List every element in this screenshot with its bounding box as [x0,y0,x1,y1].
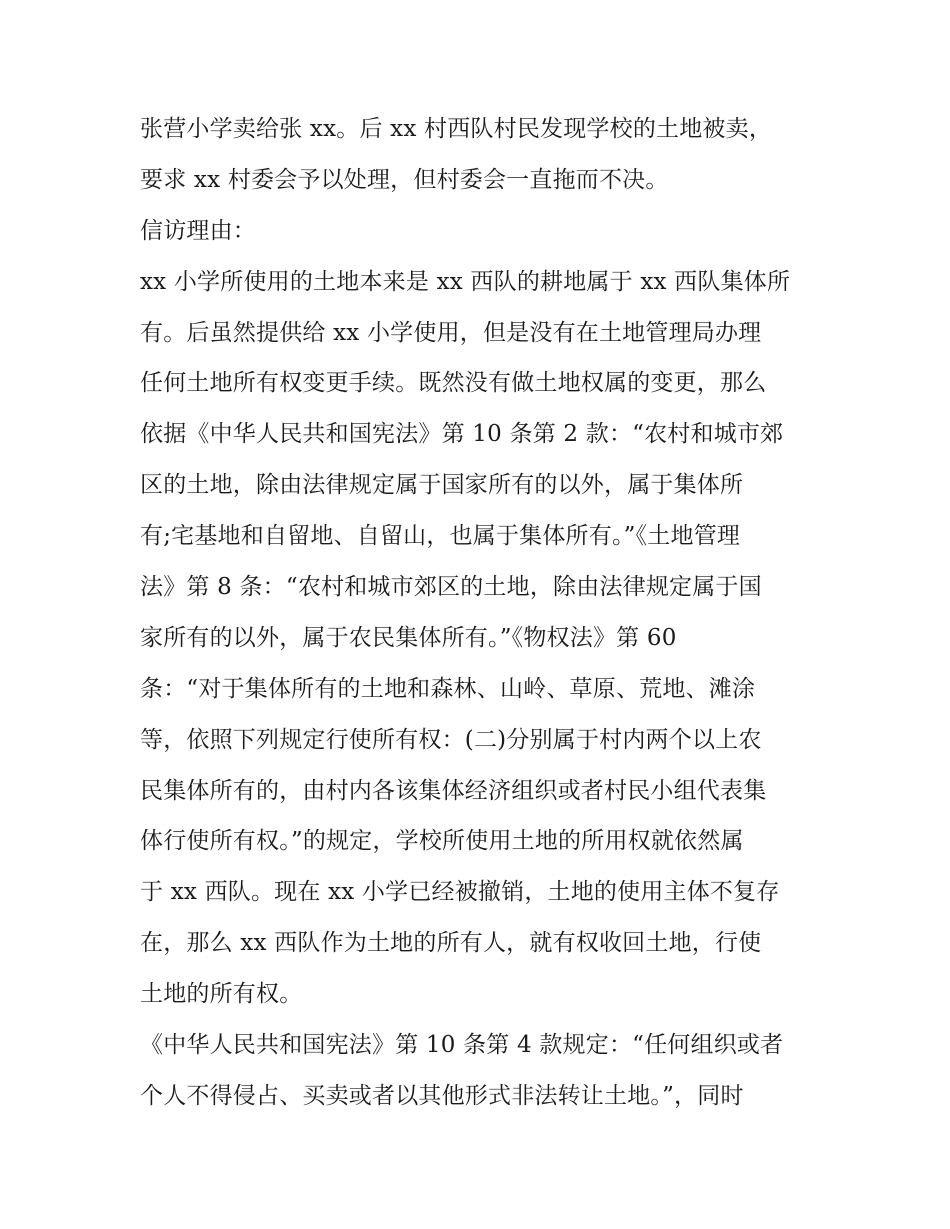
text-line: 于 xx 西队。现在 xx 小学已经被撤销，土地的使用主体不复存 [140,879,780,906]
text-line: 要求 xx 村委会予以处理，但村委会一直拖而不决。 [140,166,669,193]
text-line: 《中华人民共和国宪法》第 10 条第 4 款规定：“任何组织或者 [140,1032,784,1059]
text-line: 在，那么 xx 西队作为土地的所有人，就有权收回土地，行使 [140,930,762,957]
text-line: 依据《中华人民共和国宪法》第 10 条第 2 款：“农村和城市郊 [140,421,784,448]
text-line: 土地的所有权。 [140,981,303,1008]
text-line: 条：“对于集体所有的土地和森林、山岭、草原、荒地、滩涂 [140,675,756,702]
text-line: 等，依照下列规定行使所有权：(二)分别属于村内两个以上农 [140,726,762,753]
text-line: 法》第 8 条：“农村和城市郊区的土地，除由法律规定属于国 [140,574,762,601]
text-line: 区的土地，除由法律规定属于国家所有的以外，属于集体所 [140,472,744,499]
text-line: 任何土地所有权变更手续。既然没有做土地权属的变更，那么 [140,370,767,397]
text-line: 民集体所有的，由村内各该集体经济组织或者村民小组代表集 [140,777,767,804]
text-line: 个人不得侵占、买卖或者以其他形式非法转让土地。”，同时 [140,1082,744,1109]
text-line: 有;宅基地和自留地、自留山，也属于集体所有。”《土地管理 [140,523,741,550]
text-line: 张营小学卖给张 xx。后 xx 村西队村民发现学校的土地被卖， [140,116,773,142]
text-line: 有。后虽然提供给 xx 小学使用，但是没有在土地管理局办理 [140,319,762,346]
section-heading: 信访理由： [140,217,256,244]
text-line: xx 小学所使用的土地本来是 xx 西队的耕地属于 xx 西队集体所 [140,268,791,295]
body-text [140,104,820,1122]
text-line: 体行使所有权。”的规定，学校所使用土地的所用权就依然属 [140,828,744,855]
text-line: 家所有的以外，属于农民集体所有。”《物权法》第 60 [140,624,677,651]
